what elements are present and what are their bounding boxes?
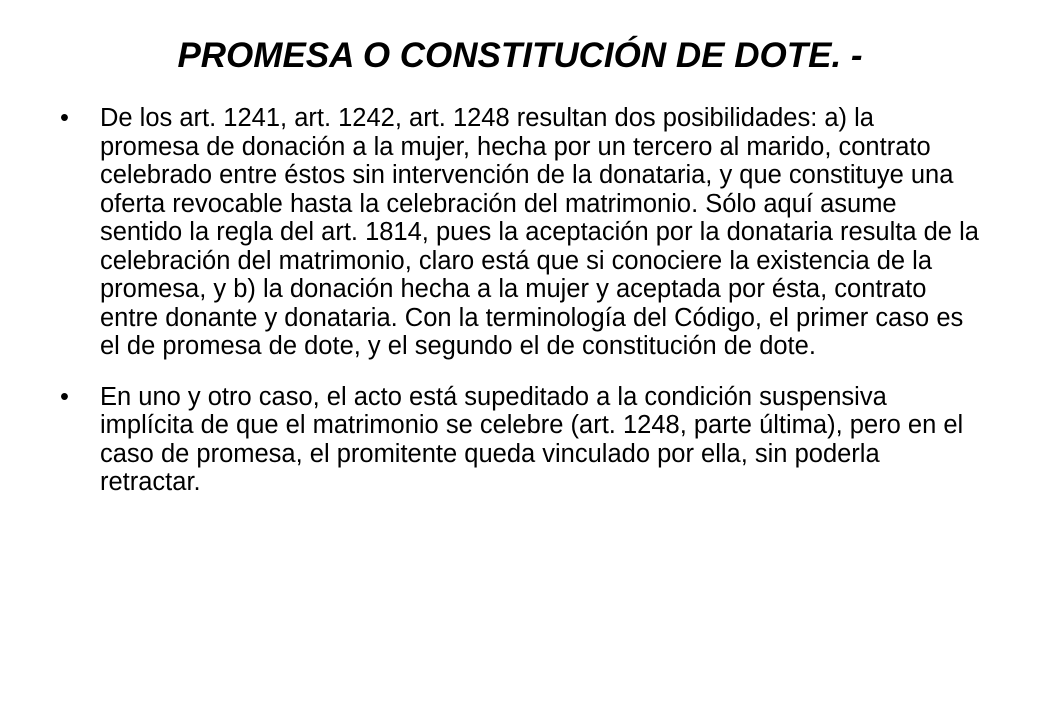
bullet-marker: • [60, 382, 69, 411]
bullet-marker: • [60, 104, 69, 132]
bullet-item [60, 383, 980, 497]
bullet-item [60, 104, 980, 361]
bullet-text: De los art. 1241, art. 1242, art. 1248 resultan dos posibilidades: a) la promesa de donación a la mujer, hecha por un tercero al marido, contrato celebrado entre éstos sin intervención de la donataria, y que constituye una oferta revocable hasta la celebración del matrimonio. Sólo aquí asume sentido la regla del art. 1814, pues la aceptación por la donataria resulta de la celebración del matrimonio, claro está que si conociere la existencia de la promesa, y b) la donación hecha a la mujer y aceptada por ésta, contrato entre donante y donataria. Con la terminología del Código, el primer caso es el de promesa de dote, y el segundo el de constitución de dote. [100, 104, 979, 360]
slide-title: PROMESA O CONSTITUCIÓN DE DOTE. - [177, 36, 863, 75]
bullet-text: En uno y otro caso, el acto está supeditado a la condición suspensiva implícita de que el matrimonio se celebre (art. 1248, parte última), pero en el caso de promesa, el promitente queda vinculado por ella, sin poderla retractar. [100, 382, 964, 496]
bullet-list [60, 104, 980, 519]
